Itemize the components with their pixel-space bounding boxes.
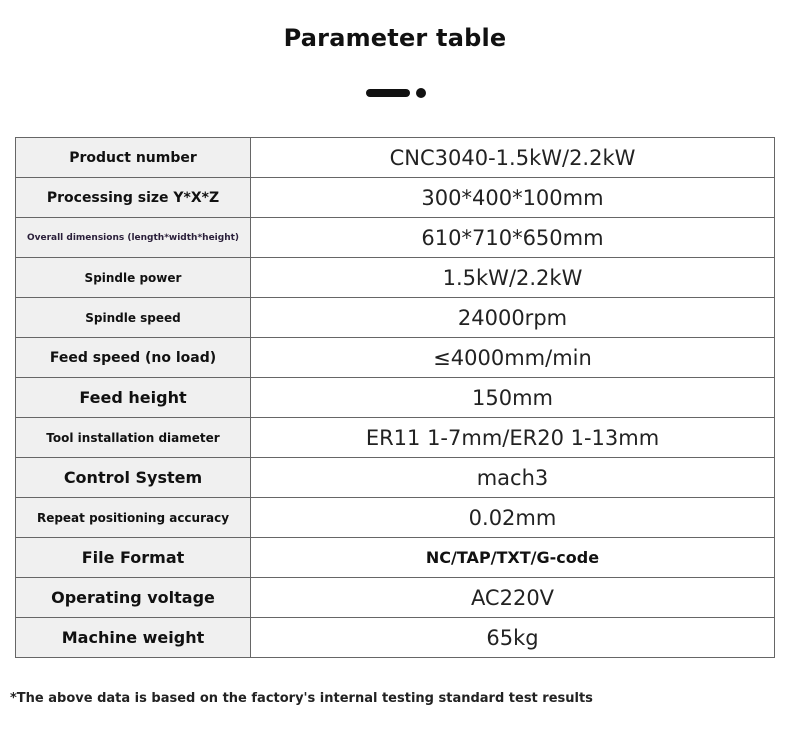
param-label-processing-size: Processing size Y*X*Z	[16, 178, 251, 218]
param-label-feed-speed: Feed speed (no load)	[16, 338, 251, 378]
table-row	[16, 218, 775, 258]
param-label-operating-voltage: Operating voltage	[16, 578, 251, 618]
table-row	[16, 298, 775, 338]
table-row	[16, 498, 775, 538]
table-row	[16, 618, 775, 658]
param-value-file-format: NC/TAP/TXT/G-code	[251, 538, 775, 578]
param-value-processing-size: 300*400*100mm	[251, 178, 775, 218]
page-title: Parameter table	[283, 24, 507, 52]
param-value-repeat-accuracy: 0.02mm	[251, 498, 775, 538]
table-row	[16, 338, 775, 378]
table-row	[16, 578, 775, 618]
table-row	[16, 138, 775, 178]
param-value-feed-speed: ≤4000mm/min	[251, 338, 775, 378]
param-value-control-system: mach3	[251, 458, 775, 498]
divider-bar	[366, 89, 410, 97]
parameter-table	[15, 137, 775, 658]
param-label-feed-height: Feed height	[16, 378, 251, 418]
table-row	[16, 538, 775, 578]
param-label-file-format: File Format	[16, 538, 251, 578]
param-value-machine-weight: 65kg	[251, 618, 775, 658]
table-row	[16, 178, 775, 218]
param-label-repeat-accuracy: Repeat positioning accuracy	[16, 498, 251, 538]
footnote: *The above data is based on the factory's internal testing standard test results	[10, 691, 593, 706]
param-label-spindle-power: Spindle power	[16, 258, 251, 298]
param-value-overall-dimensions: 610*710*650mm	[251, 218, 775, 258]
param-label-tool-diameter: Tool installation diameter	[16, 418, 251, 458]
param-label-machine-weight: Machine weight	[16, 618, 251, 658]
param-label-control-system: Control System	[16, 458, 251, 498]
param-value-feed-height: 150mm	[251, 378, 775, 418]
param-label-product-number: Product number	[16, 138, 251, 178]
table-row	[16, 378, 775, 418]
param-value-operating-voltage: AC220V	[251, 578, 775, 618]
table-row	[16, 418, 775, 458]
param-value-spindle-speed: 24000rpm	[251, 298, 775, 338]
param-value-product-number: CNC3040-1.5kW/2.2kW	[251, 138, 775, 178]
table-row	[16, 258, 775, 298]
param-value-tool-diameter: ER11 1-7mm/ER20 1-13mm	[251, 418, 775, 458]
param-label-overall-dimensions: Overall dimensions (length*width*height)	[16, 218, 251, 258]
table-row	[16, 458, 775, 498]
divider-dot	[416, 88, 426, 98]
param-value-spindle-power: 1.5kW/2.2kW	[251, 258, 775, 298]
param-label-spindle-speed: Spindle speed	[16, 298, 251, 338]
